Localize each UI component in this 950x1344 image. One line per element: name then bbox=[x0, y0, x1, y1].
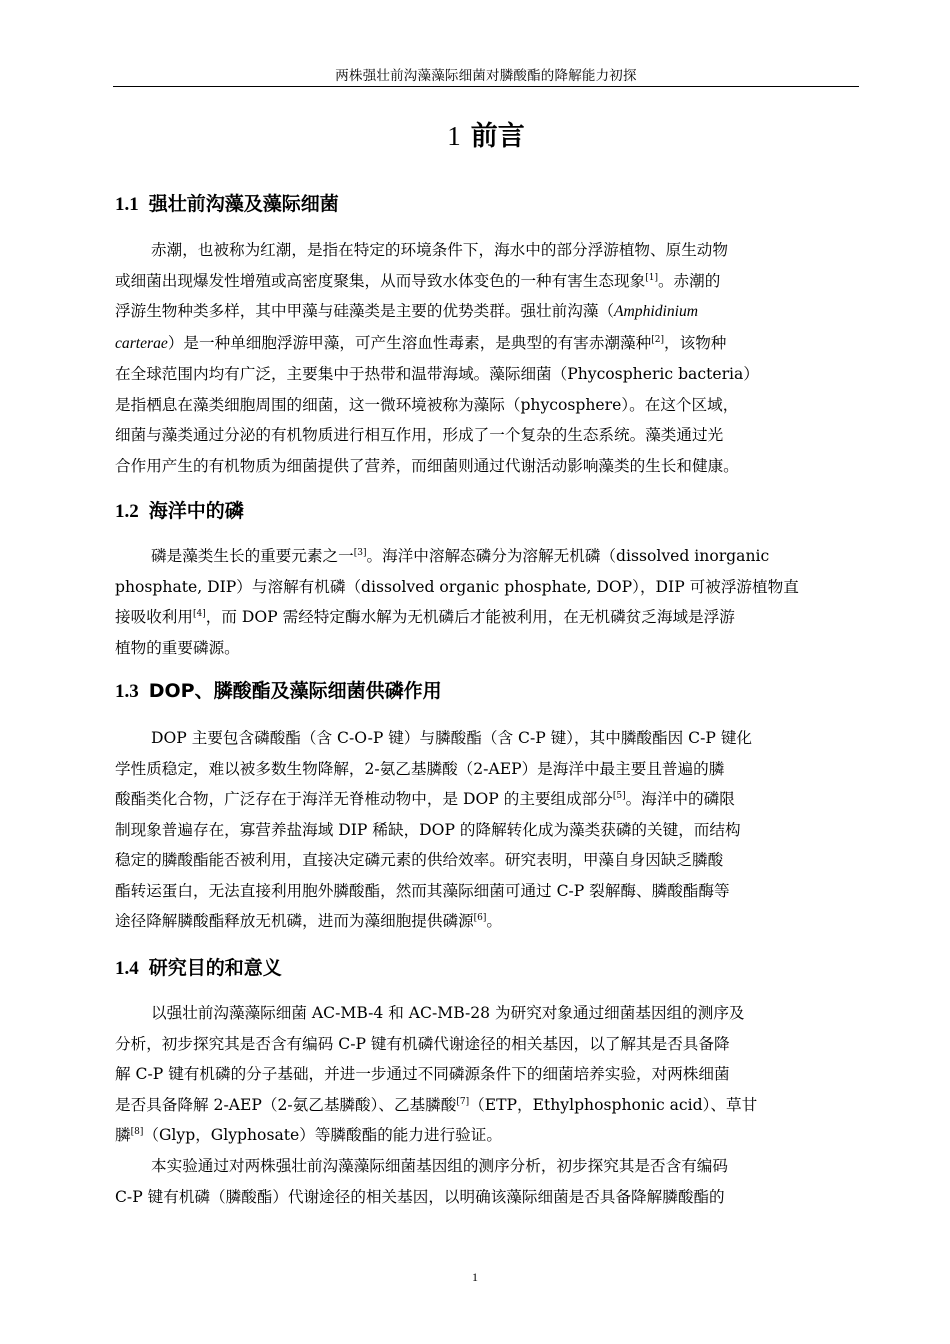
text-segment: （Glyp，Glyphosate）等膦酸酯的能力进行验证。 bbox=[143, 1126, 502, 1144]
text-line: 本实验通过对两株强壮前沟藻藻际细菌基因组的测序分析，初步探究其是否含有编码 bbox=[151, 1157, 728, 1175]
citation: [1] bbox=[645, 272, 658, 283]
text-line bbox=[115, 1120, 863, 1151]
text-line: 合作用产生的有机物质为细菌提供了营养，而细菌则通过代谢活动影响藻类的生长和健康。 bbox=[115, 456, 739, 475]
text-segment: 膦 bbox=[115, 1126, 131, 1144]
text-line: 在全球范围内均有广泛，主要集中于热带和温带海域。藻际细菌（Phycospheric bacteria） bbox=[115, 365, 759, 383]
text-line bbox=[115, 541, 863, 572]
chapter-title bbox=[113, 118, 859, 155]
species-name: carterae bbox=[115, 334, 168, 352]
text-line bbox=[115, 906, 863, 937]
section-number: 1.4 bbox=[115, 958, 139, 979]
section-number: 1.3 bbox=[115, 681, 139, 702]
text-line bbox=[115, 328, 863, 360]
section-heading-1-4 bbox=[115, 954, 282, 983]
citation: [7] bbox=[456, 1096, 470, 1107]
text-segment: 接吸收利用 bbox=[115, 608, 193, 626]
text-segment: 磷是藻类生长的重要元素之一 bbox=[151, 547, 354, 565]
text-segment: ，而 DOP 需经特定酶水解为无机磷后才能被利用，在无机磷贫乏海域是浮游 bbox=[205, 608, 735, 626]
section-heading-1-1 bbox=[115, 190, 339, 219]
section-number: 1.2 bbox=[115, 501, 139, 522]
text-line bbox=[115, 266, 863, 297]
text-segment: 途径降解膦酸酯释放无机磷，进而为藻细胞提供磷源 bbox=[115, 912, 474, 930]
section-title: 强壮前沟藻及藻际细菌 bbox=[148, 193, 339, 215]
text-segment: 酸酯类化合物，广泛存在于海洋无脊椎动物中，是 DOP 的主要组成部分 bbox=[115, 790, 613, 808]
text-segment: ，该物种 bbox=[664, 333, 727, 352]
text-segment: （ETP，Ethylphosphonic acid）、草甘 bbox=[469, 1095, 758, 1114]
section-title: 研究目的和意义 bbox=[148, 957, 282, 979]
text-line bbox=[115, 296, 863, 328]
text-line bbox=[115, 784, 863, 815]
citation: [4] bbox=[192, 609, 206, 619]
text-line: 是指栖息在藻类细胞周围的细菌，这一微环境被称为藻际（phycosphere）。在这个区域， bbox=[115, 395, 739, 414]
text-segment: 浮游生物种类多样，其中甲藻与硅藻类是主要的优势类群。强壮前沟藻（ bbox=[115, 302, 615, 320]
citation: [5] bbox=[612, 791, 626, 801]
text-segment: 。 bbox=[486, 912, 503, 930]
text-line: DOP 主要包含磷酸酯（含 C-O-P 键）与膦酸酯（含 C-P 键），其中膦酸酯因 C-P 键化 bbox=[151, 729, 753, 747]
section-number: 1.1 bbox=[115, 194, 139, 215]
text-segment: ）是一种单细胞浮游甲藻，可产生溶血性毒素，是典型的有害赤潮藻种 bbox=[167, 333, 652, 352]
text-line: 稳定的膦酸酯能否被利用，直接决定磷元素的供给效率。研究表明，甲藻自身因缺乏膦酸 bbox=[115, 851, 724, 869]
header-rule bbox=[113, 86, 859, 87]
text-line: 细菌与藻类通过分泌的有机物质进行相互作用，形成了一个复杂的生态系统。藻类通过光 bbox=[115, 426, 724, 444]
text-line: 赤潮，也被称为红潮，是指在特定的环境条件下，海水中的部分浮游植物、原生动物 bbox=[151, 241, 728, 259]
text-line: 以强壮前沟藻藻际细菌 AC-MB-4 和 AC-MB-28 为研究对象通过细菌基因组的测序及 bbox=[151, 1004, 745, 1022]
running-header: 两株强壮前沟藻藻际细菌对膦酸酯的降解能力初探 bbox=[335, 68, 637, 84]
paragraph-dop-phosphonate bbox=[115, 723, 863, 937]
chapter-title-text: 前言 bbox=[470, 121, 525, 152]
text-segment: 。赤潮的 bbox=[657, 271, 721, 290]
section-heading-1-2 bbox=[115, 497, 244, 526]
text-line: 分析，初步探究其是否含有编码 C-P 键有机磷代谢途径的相关基因，以了解其是否具备降 bbox=[115, 1034, 730, 1053]
text-line: C-P 键有机磷（膦酸酯）代谢途径的相关基因，以明确该藻际细菌是否具备降解膦酸酯的 bbox=[115, 1187, 725, 1206]
citation: [3] bbox=[353, 548, 367, 558]
text-segment: 。海洋中溶解态磷分为溶解无机磷（dissolved inorganic bbox=[366, 547, 770, 565]
section-heading-1-3 bbox=[115, 677, 442, 706]
section-title: DOP、膦酸酯及藻际细菌供磷作用 bbox=[148, 680, 442, 702]
citation: [6] bbox=[473, 913, 487, 923]
text-line: 解 C-P 键有机磷的分子基础，并进一步通过不同磷源条件下的细菌培养实验，对两株细菌 bbox=[115, 1065, 730, 1083]
text-line: phosphate, DIP）与溶解有机磷（dissolved organic phosphate, DOP），DIP 可被浮游植物直 bbox=[115, 577, 799, 596]
text-line bbox=[115, 602, 863, 633]
chapter-number: 1 bbox=[447, 121, 461, 151]
text-line: 学性质稳定，难以被多数生物降解，2-氨乙基膦酸（2-AEP）是海洋中最主要且普遍的膦 bbox=[115, 759, 725, 778]
species-name: Amphidinium bbox=[614, 303, 699, 320]
text-line: 酯转运蛋白，无法直接利用胞外膦酸酯，然而其藻际细菌可通过 C-P 裂解酶、膦酸酯酶等 bbox=[115, 881, 730, 900]
text-line: 植物的重要磷源。 bbox=[115, 638, 240, 657]
text-segment: 。海洋中的磷限 bbox=[625, 790, 735, 808]
text-segment: 或细菌出现爆发性增殖或高密度聚集，从而导致水体变色的一种有害生态现象 bbox=[115, 271, 646, 290]
paragraph-experiment-summary bbox=[115, 1151, 863, 1212]
citation: [2] bbox=[651, 334, 664, 345]
page-number: 1 bbox=[472, 1270, 478, 1284]
citation: [8] bbox=[130, 1127, 144, 1137]
paragraph-red-tide bbox=[115, 235, 863, 481]
text-line: 制现象普遍存在，寡营养盐海域 DIP 稀缺，DOP 的降解转化成为藻类获磷的关键，而结构 bbox=[115, 820, 741, 839]
text-line bbox=[115, 1090, 863, 1121]
text-segment: 是否具备降解 2-AEP（2-氨乙基膦酸）、乙基膦酸 bbox=[115, 1095, 457, 1114]
section-title: 海洋中的磷 bbox=[148, 500, 244, 522]
paragraph-marine-phosphorus bbox=[115, 541, 863, 663]
paragraph-research-aim bbox=[115, 998, 863, 1151]
